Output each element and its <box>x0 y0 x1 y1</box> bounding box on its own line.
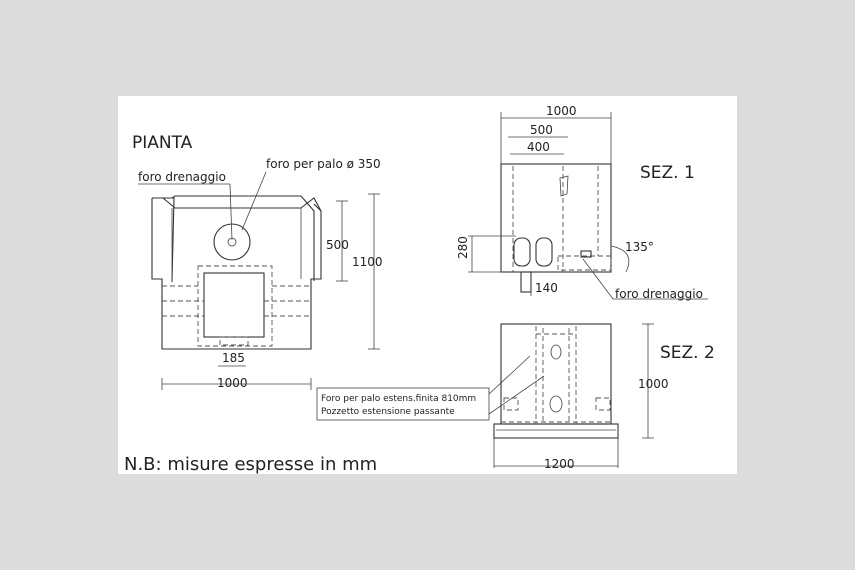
leader-pole <box>242 172 266 230</box>
s2-note-line1: Foro per palo estens.finita 810mm <box>321 394 477 404</box>
section-1 <box>456 104 708 301</box>
s2-opening-bottom <box>550 396 562 412</box>
s1-leader-drain <box>583 259 613 299</box>
plan-inner-square <box>204 273 264 337</box>
leader-drain <box>230 184 232 240</box>
plan-title: PIANTA <box>132 133 193 153</box>
s2-opening-top <box>551 345 561 359</box>
s2-base <box>494 424 618 438</box>
plan-dim-1000: 1000 <box>217 376 248 390</box>
plan-dim-1100: 1100 <box>352 255 383 269</box>
s1-label-drain: foro drenaggio <box>615 287 703 301</box>
section-2 <box>317 324 715 471</box>
s1-opening-right <box>536 238 552 266</box>
s1-base-slot <box>558 256 611 270</box>
s2-left-slot <box>504 398 518 410</box>
s2-body <box>501 324 611 424</box>
s1-opening-left <box>514 238 530 266</box>
plan-view <box>132 133 383 390</box>
drawing-sheet <box>118 96 737 474</box>
s2-leader-1 <box>489 356 530 394</box>
plan-inner-dashed-box <box>198 266 272 346</box>
s1-angle: 135° <box>625 240 654 254</box>
plan-dim-185: 185 <box>222 351 245 365</box>
s1-dim-140: 140 <box>535 281 558 295</box>
s2-note-line2: Pozzetto estensione passante <box>321 407 455 417</box>
footer-note: N.B: misure espresse in mm <box>124 454 378 474</box>
plan-top-block <box>152 198 321 211</box>
s1-pipe <box>521 272 531 292</box>
s2-dim-1000: 1000 <box>638 377 669 391</box>
plan-dim-500: 500 <box>326 238 349 252</box>
s1-dim-500: 500 <box>530 123 553 137</box>
s2-dim-1200: 1200 <box>544 457 575 471</box>
s1-dim-400: 400 <box>527 140 550 154</box>
s1-dim-280: 280 <box>456 236 470 259</box>
section1-title: SEZ. 1 <box>640 163 695 183</box>
plan-label-pole: foro per palo ø 350 <box>266 157 381 171</box>
plan-drain-slot <box>220 337 248 345</box>
plan-label-drain: foro drenaggio <box>138 170 226 184</box>
s1-dim-1000: 1000 <box>546 104 577 118</box>
s1-pole-mark <box>560 176 568 196</box>
s2-right-slot <box>596 398 610 410</box>
section2-title: SEZ. 2 <box>660 343 715 363</box>
technical-drawing <box>118 96 737 474</box>
